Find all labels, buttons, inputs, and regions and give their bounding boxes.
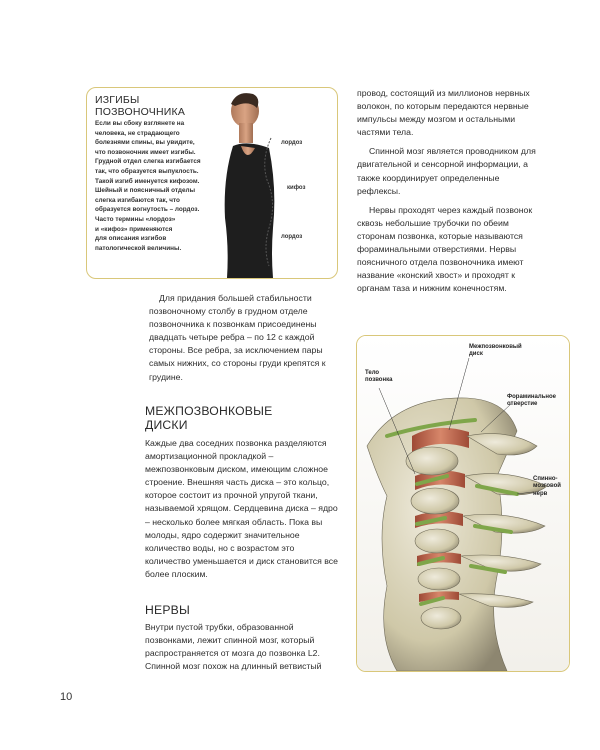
spine-anatomy-illustration — [357, 336, 569, 671]
sidebar-title-line1: ИЗГИБЫ — [95, 94, 140, 106]
label-body-line1: Тело — [365, 370, 380, 376]
label-lordoz-bottom: лордоз — [281, 234, 303, 240]
discs-heading-line1: МЕЖПОЗВОНКОВЫЕ — [145, 404, 273, 418]
sidebar-title — [95, 94, 215, 118]
label-nerve-line1: Спинно- — [533, 476, 558, 482]
sidebar-text-line: Если вы сбоку взглянете на — [95, 120, 185, 127]
stability-paragraph: Для придания большей стабильности позвоночному столбу в грудном отделе позвоночника к позвонкам присоединены двадцать четыре ребра – по 12 с каждой стороны. Все ребра, за исключением пары самых нижних, со стороны груди крепятся к грудине. — [149, 293, 326, 382]
spine-curves-sidebar — [86, 87, 338, 279]
sidebar-text-line: болезнями спины, вы увидите, — [95, 139, 195, 147]
stability-paragraph-block — [149, 292, 339, 384]
sidebar-text — [95, 119, 223, 253]
label-kifoz: кифоз — [287, 185, 306, 191]
sidebar-text-line: для описания изгибов — [95, 235, 167, 243]
label-nerve-line3: нерв — [533, 490, 548, 497]
label-disc-line2: диск — [469, 351, 483, 358]
label-intervertebral-disc — [469, 344, 522, 359]
sidebar-text-line: Грудной отдел слегка изгибается — [95, 158, 201, 166]
man-profile-illustration — [217, 88, 337, 278]
label-spinal-nerve — [533, 476, 561, 498]
sidebar-text-line: так, что образуется выпуклость. — [95, 167, 199, 175]
sidebar-text-line: Шейный и поясничный отделы — [95, 187, 196, 195]
sidebar-text-line: и «кифоз» применяются — [95, 225, 173, 233]
page-number: 10 — [60, 691, 73, 703]
nerves-heading: НЕРВЫ — [145, 603, 190, 617]
discs-text-block — [145, 437, 339, 581]
sidebar-text-line: слегка изгибаются так, что — [95, 196, 180, 204]
right-paragraph-1: провод, состоящий из миллионов нервных волокон, по которым передаются нервные импульсы между мозгом и остальными частями тела. — [357, 88, 530, 138]
label-nerve-line2: мозговой — [533, 483, 561, 490]
label-foramen-line1: Фораминальное — [507, 394, 557, 400]
discs-heading — [145, 405, 335, 432]
nerves-text-block — [145, 621, 339, 673]
spine-anatomy-figure — [356, 335, 570, 672]
sidebar-text-line: что позвоночник имеет изгибы. — [95, 148, 196, 156]
sidebar-title-line2: ПОЗВОНОЧНИКА — [95, 106, 186, 118]
right-paragraph-3: Нервы проходят через каждый позвонок сквозь небольшие трубочки по обеим сторонам позвонка, которые называются фораминальными отверстиями. Нервы поясничного отдела позвоночника имеют название «конский хвост» и проходят к органам таза и нижним конечностям. — [357, 204, 533, 294]
label-lordoz-top: лордоз — [281, 140, 303, 146]
sidebar-text-line: человека, не страдающего — [95, 129, 180, 137]
sidebar-text-line: образуется вогнутость – лордоз. — [95, 206, 200, 214]
sidebar-text-line: Часто термины «лордоз» — [95, 215, 176, 223]
right-paragraph-2: Спинной мозг является проводником для двигательной и сенсорной информации, а также координирует определенные рефлексы. — [357, 146, 536, 196]
label-foramen — [507, 394, 556, 409]
sidebar-text-line: Такой изгиб именуется кифозом. — [95, 177, 200, 185]
label-vertebral-body — [365, 370, 392, 385]
label-disc-line1: Межпозвонковый — [469, 344, 522, 350]
label-body-line2: позвонка — [365, 377, 393, 384]
label-foramen-line2: отверстие — [507, 401, 538, 408]
sidebar-text-line: патологической величины. — [95, 244, 182, 252]
right-column-text — [357, 87, 542, 295]
discs-paragraph: Каждые два соседних позвонка разделяются амортизационной прокладкой – межпозвонковым диском, имеющим сложное строение. Внешняя часть диска – это кольцо, которое состоит из прочной упругой ткани, называемой хрящом. Сердцевина диска – ядро – несколько более мягкая область. Пока вы молоды, ядро содержит значительное количество воды, но с возрастом это количество уменьшается и диск становится все более плоским. — [145, 438, 338, 579]
discs-heading-line2: ДИСКИ — [145, 417, 188, 432]
nerves-paragraph: Внутри пустой трубки, образованной позвонками, лежит спинной мозг, который распространяется от мозга до позвонка L2. Спинной мозг похож на длинный ветвистый — [145, 622, 322, 672]
